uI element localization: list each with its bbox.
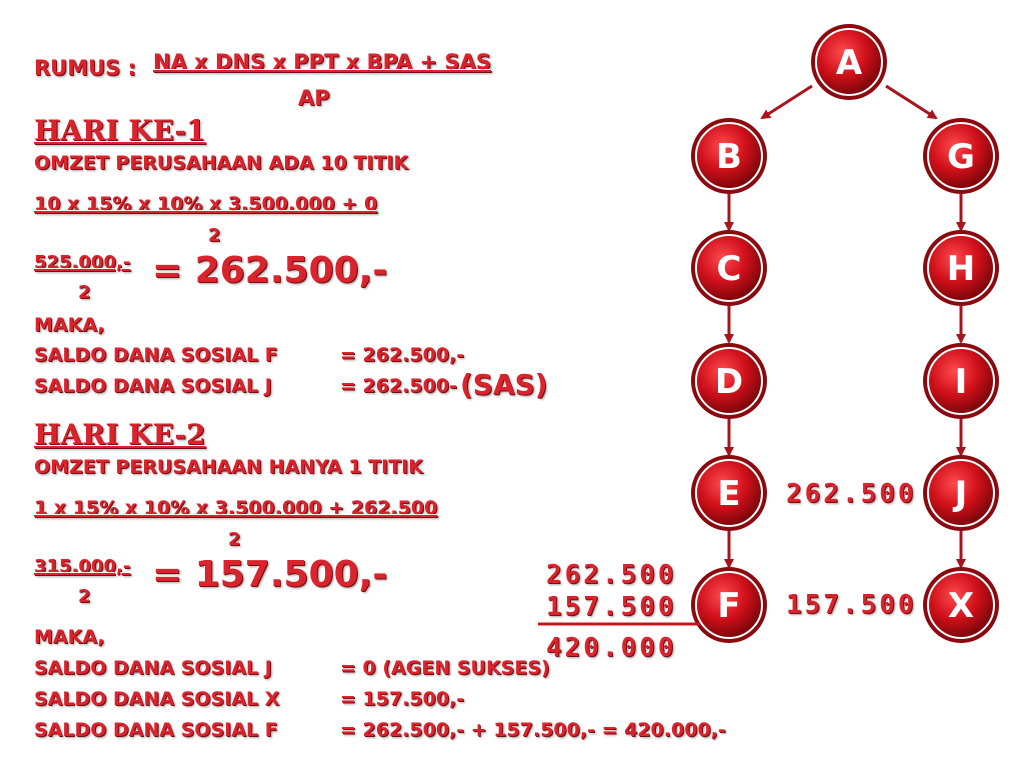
formula-label: RUMUS : xyxy=(34,56,137,80)
formula-numerator: NA x DNS x PPT x BPA + SAS xyxy=(153,50,492,74)
node-h xyxy=(923,230,999,306)
node-i xyxy=(923,343,999,419)
f-total-value: 420.000 xyxy=(546,633,677,663)
day1-omzet: OMZET PERUSAHAAN ADA 10 TITIK xyxy=(34,152,409,174)
node-label: A xyxy=(835,43,863,83)
day2-fraction-denominator: 2 xyxy=(78,586,91,607)
node-label: C xyxy=(716,249,742,289)
node-g xyxy=(923,118,999,194)
f-sum-value-1: 262.500 xyxy=(546,560,677,590)
node-label: H xyxy=(946,249,976,289)
node-label: B xyxy=(716,137,742,177)
f-sum-value-2: 157.500 xyxy=(546,592,677,622)
node-x xyxy=(923,567,999,643)
node-c xyxy=(691,230,767,306)
node-f xyxy=(691,567,767,643)
node-label: G xyxy=(947,137,975,177)
day2-calc-numerator: 1 x 15% x 10% x 3.500.000 + 262.500 xyxy=(34,497,438,519)
day2-line-value: = 157.500,- xyxy=(340,688,465,710)
x-side-value: 157.500 xyxy=(786,590,917,620)
node-b xyxy=(691,118,767,194)
day2-calc-denominator: 2 xyxy=(228,529,241,550)
day1-fraction-denominator: 2 xyxy=(78,282,91,303)
node-d xyxy=(691,343,767,419)
day2-line-label: SALDO DANA SOSIAL X xyxy=(34,688,280,710)
node-label: F xyxy=(717,586,741,626)
node-label: E xyxy=(717,474,741,514)
sas-note: (SAS) xyxy=(460,368,548,401)
day2-line-label: SALDO DANA SOSIAL F xyxy=(34,719,278,741)
day2-title: HARI KE-2 xyxy=(34,418,206,451)
day1-maka: MAKA, xyxy=(34,314,105,336)
day2-line-value: = 0 (AGEN SUKSES) xyxy=(340,657,550,679)
day2-line-value: = 262.500,- + 157.500,- = 420.000,- xyxy=(340,719,726,741)
formula-denominator: AP xyxy=(298,86,330,110)
day2-result: = 157.500,- xyxy=(152,554,388,595)
edge-a-g xyxy=(886,86,936,118)
j-side-value: 262.500 xyxy=(786,479,917,509)
node-label: I xyxy=(954,362,968,402)
day1-line-label: SALDO DANA SOSIAL J xyxy=(34,375,272,397)
node-j xyxy=(923,455,999,531)
node-label: D xyxy=(714,362,744,402)
day1-result: = 262.500,- xyxy=(152,250,388,291)
edge-a-b xyxy=(762,86,812,118)
day2-omzet: OMZET PERUSAHAAN HANYA 1 TITIK xyxy=(34,456,423,478)
day2-maka: MAKA, xyxy=(34,626,105,648)
day1-line-label: SALDO DANA SOSIAL F xyxy=(34,344,278,366)
node-a xyxy=(811,24,887,100)
day1-calc-numerator: 10 x 15% x 10% x 3.500.000 + 0 xyxy=(34,193,378,215)
node-e xyxy=(691,455,767,531)
day1-line-value: = 262.500- xyxy=(340,375,457,397)
day1-line-value: = 262.500,- xyxy=(340,344,465,366)
day1-fraction-numerator: 525.000,- xyxy=(34,252,131,273)
day2-fraction-numerator: 315.000,- xyxy=(34,556,131,577)
node-label: J xyxy=(954,474,968,514)
day1-title: HARI KE-1 xyxy=(34,114,206,147)
day2-line-label: SALDO DANA SOSIAL J xyxy=(34,657,272,679)
day1-calc-denominator: 2 xyxy=(208,225,221,246)
node-label: X xyxy=(947,586,975,626)
